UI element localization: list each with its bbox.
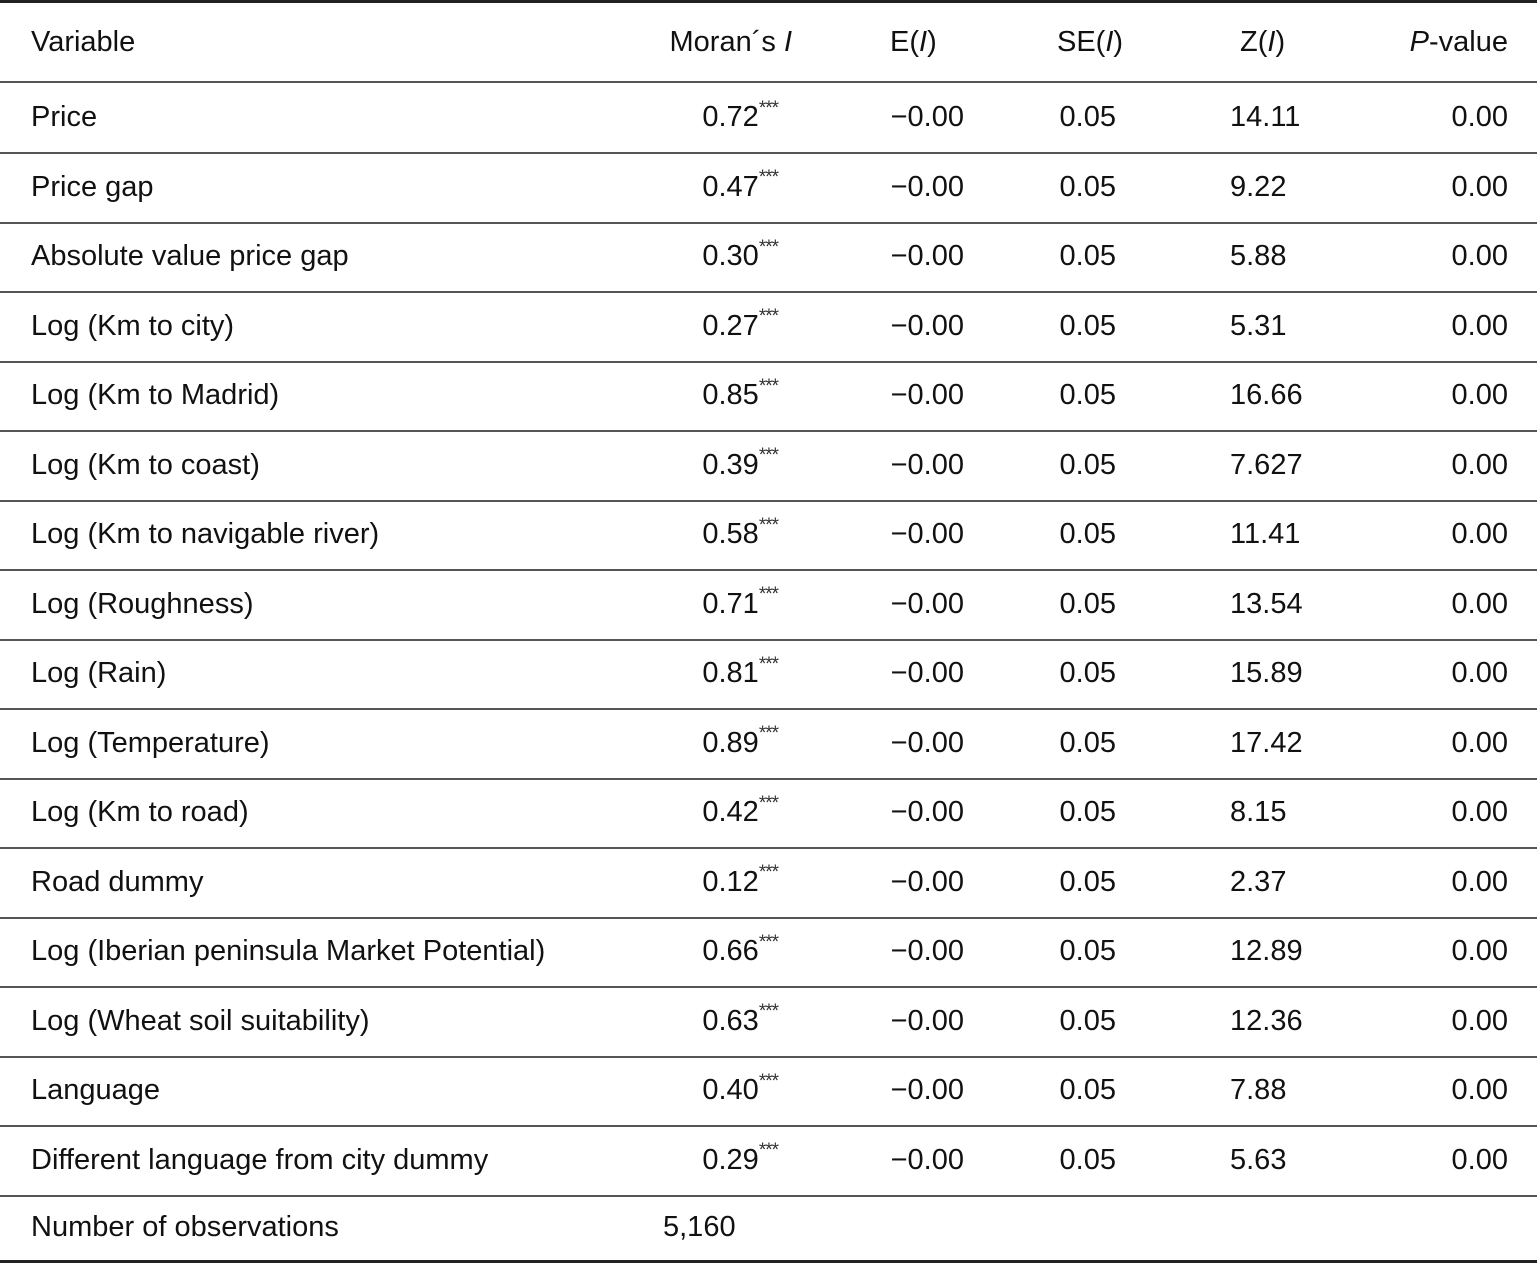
- variable-cell: Log (Iberian peninsula Market Potential): [31, 935, 546, 967]
- z-score-cell: 8.15: [1230, 796, 1287, 828]
- observations-row: [0, 1195, 1537, 1263]
- significance-stars: ***: [758, 1070, 778, 1092]
- significance-stars: ***: [758, 653, 778, 675]
- variable-cell: Log (Wheat soil suitability): [31, 1004, 370, 1037]
- expected-i-cell: −0.00: [890, 865, 964, 898]
- variable-cell: Log (Km to city): [31, 309, 235, 342]
- morans-i-cell: [640, 639, 778, 708]
- table-row: [0, 500, 1537, 571]
- table-row: [0, 778, 1537, 849]
- table-row: [0, 292, 1537, 363]
- expected-i-cell: −0.00: [890, 726, 964, 759]
- morans-i-value: 0.89: [702, 726, 759, 759]
- z-score-cell: 7.88: [1230, 1074, 1287, 1106]
- standard-error-cell: 0.05: [1059, 1004, 1116, 1037]
- significance-stars: ***: [758, 1001, 778, 1022]
- variable-cell: Log (Km to road): [31, 796, 249, 828]
- variable-cell: Log (Roughness): [31, 587, 254, 620]
- standard-error-cell: 0.05: [1059, 1074, 1116, 1106]
- standard-error-cell: 0.05: [1059, 240, 1116, 272]
- z-score-cell: 5.88: [1230, 240, 1287, 272]
- z-score-cell: 5.31: [1230, 309, 1287, 342]
- p-value-cell: 0.00: [1451, 587, 1508, 620]
- table-row: [0, 431, 1537, 502]
- morans-i-cell: [640, 431, 778, 500]
- significance-stars: ***: [758, 306, 778, 327]
- standard-error-cell: 0.05: [1059, 448, 1116, 481]
- morans-i-cell: [640, 361, 778, 430]
- morans-i-value: 0.29: [702, 1143, 759, 1176]
- z-score-cell: 5.63: [1230, 1143, 1287, 1176]
- p-value-cell: 0.00: [1451, 309, 1508, 342]
- z-score-cell: 7.627: [1230, 448, 1303, 481]
- expected-i-cell: −0.00: [890, 448, 964, 481]
- variable-cell: Road dummy: [31, 865, 204, 898]
- z-score-cell: 16.66: [1230, 379, 1303, 411]
- standard-error-cell: 0.05: [1059, 170, 1116, 203]
- observations-value: 5,160: [663, 1211, 736, 1243]
- table-row: [0, 83, 1537, 154]
- z-score-cell: 17.42: [1230, 726, 1303, 759]
- p-value-cell: 0.00: [1451, 935, 1508, 967]
- expected-i-cell: −0.00: [890, 170, 964, 203]
- morans-i-value: 0.85: [702, 379, 759, 411]
- z-score-cell: 14.11: [1230, 101, 1301, 133]
- p-value-cell: 0.00: [1451, 657, 1508, 689]
- significance-stars: ***: [758, 1140, 778, 1161]
- standard-error-cell: 0.05: [1059, 796, 1116, 828]
- morans-i-cell: [640, 848, 778, 917]
- standard-error-cell: 0.05: [1059, 518, 1116, 550]
- variable-cell: Log (Rain): [31, 657, 167, 689]
- standard-error-cell: 0.05: [1059, 101, 1116, 133]
- variable-cell: Log (Temperature): [31, 726, 270, 759]
- header-row: [0, 3, 1537, 83]
- table-row: [0, 222, 1537, 293]
- morans-i-value: 0.27: [702, 309, 759, 342]
- header-standard-error: SE( I ): [1057, 25, 1124, 58]
- standard-error-cell: 0.05: [1059, 726, 1116, 759]
- z-score-cell: 12.89: [1230, 935, 1303, 967]
- table-row: [0, 570, 1537, 641]
- significance-stars: ***: [758, 445, 778, 466]
- expected-i-cell: −0.00: [890, 935, 964, 967]
- morans-i-value: 0.71: [702, 587, 759, 620]
- morans-i-cell: [640, 153, 778, 222]
- morans-i-cell: [640, 500, 778, 569]
- variable-cell: Log (Km to navigable river): [31, 518, 380, 550]
- standard-error-cell: 0.05: [1059, 1143, 1116, 1176]
- significance-stars: ***: [758, 931, 778, 953]
- variable-cell: Price: [31, 101, 98, 133]
- standard-error-cell: 0.05: [1059, 587, 1116, 620]
- expected-i-cell: −0.00: [890, 518, 964, 550]
- significance-stars: ***: [758, 167, 778, 188]
- standard-error-cell: 0.05: [1059, 935, 1116, 967]
- expected-i-cell: −0.00: [890, 379, 964, 411]
- table-row: [0, 153, 1537, 224]
- morans-i-cell: [640, 570, 778, 639]
- significance-stars: ***: [758, 723, 778, 744]
- p-value-cell: 0.00: [1451, 1143, 1508, 1176]
- morans-i-cell: [640, 1126, 778, 1195]
- header-z-score: Z( I ): [1240, 25, 1286, 58]
- p-value-cell: 0.00: [1451, 448, 1508, 481]
- table-row: [0, 639, 1537, 710]
- significance-stars: ***: [758, 792, 778, 814]
- morans-i-value: 0.63: [702, 1004, 759, 1037]
- p-value-cell: 0.00: [1451, 170, 1508, 203]
- expected-i-cell: −0.00: [890, 587, 964, 620]
- variable-cell: Log (Km to Madrid): [31, 379, 280, 411]
- morans-i-cell: [640, 987, 778, 1056]
- morans-i-value: 0.42: [702, 796, 759, 828]
- p-value-cell: 0.00: [1451, 1074, 1508, 1106]
- expected-i-cell: −0.00: [890, 1074, 964, 1106]
- morans-i-cell: [640, 709, 778, 778]
- morans-i-value: 0.66: [702, 935, 759, 967]
- variable-cell: Price gap: [31, 170, 154, 203]
- p-value-cell: 0.00: [1451, 379, 1508, 411]
- expected-i-cell: −0.00: [890, 240, 964, 272]
- morans-i-value: 0.72: [702, 101, 759, 133]
- p-value-cell: 0.00: [1451, 865, 1508, 898]
- morans-i-value: 0.47: [702, 170, 759, 203]
- morans-i-value: 0.12: [702, 865, 759, 898]
- morans-i-cell: [640, 1056, 778, 1125]
- significance-stars: ***: [758, 514, 778, 536]
- expected-i-cell: −0.00: [890, 1004, 964, 1037]
- header-p-value: P -value: [1409, 25, 1508, 58]
- standard-error-cell: 0.05: [1059, 379, 1116, 411]
- variable-cell: Log (Km to coast): [31, 448, 260, 481]
- z-score-cell: 13.54: [1230, 587, 1303, 620]
- header-variable: Variable: [31, 25, 136, 58]
- observations-label: Number of observations: [31, 1211, 339, 1243]
- table-row: [0, 709, 1537, 780]
- expected-i-cell: −0.00: [890, 796, 964, 828]
- expected-i-cell: −0.00: [890, 309, 964, 342]
- expected-i-cell: −0.00: [890, 101, 964, 133]
- z-score-cell: 12.36: [1230, 1004, 1303, 1037]
- variable-cell: Absolute value price gap: [31, 240, 349, 272]
- table-row: [0, 361, 1537, 432]
- table-row: [0, 848, 1537, 919]
- table-row: [0, 917, 1537, 988]
- significance-stars: ***: [758, 97, 778, 119]
- p-value-cell: 0.00: [1451, 240, 1508, 272]
- morans-i-value: 0.40: [702, 1074, 759, 1106]
- table-row: [0, 987, 1537, 1058]
- expected-i-cell: −0.00: [890, 1143, 964, 1176]
- expected-i-cell: −0.00: [890, 657, 964, 689]
- p-value-cell: 0.00: [1451, 518, 1508, 550]
- variable-cell: Language: [31, 1074, 161, 1106]
- table-row: [0, 1056, 1537, 1127]
- p-value-cell: 0.00: [1451, 1004, 1508, 1037]
- p-value-cell: 0.00: [1451, 726, 1508, 759]
- significance-stars: ***: [758, 236, 778, 258]
- morans-i-value: 0.30: [702, 240, 759, 272]
- z-score-cell: 15.89: [1230, 657, 1303, 689]
- table-row: [0, 1126, 1537, 1197]
- significance-stars: ***: [758, 862, 778, 883]
- morans-i-cell: [640, 917, 778, 986]
- morans-i-cell: [640, 292, 778, 361]
- header-expected-i: E( I ): [890, 25, 937, 58]
- p-value-cell: 0.00: [1451, 796, 1508, 828]
- standard-error-cell: 0.05: [1059, 657, 1116, 689]
- standard-error-cell: 0.05: [1059, 865, 1116, 898]
- significance-stars: ***: [758, 584, 778, 605]
- morans-i-cell: [640, 222, 778, 291]
- p-value-cell: 0.00: [1451, 101, 1508, 133]
- z-score-cell: 9.22: [1230, 170, 1287, 203]
- standard-error-cell: 0.05: [1059, 309, 1116, 342]
- morans-i-value: 0.39: [702, 448, 759, 481]
- morans-i-value: 0.81: [702, 657, 759, 689]
- variable-cell: Different language from city dummy: [31, 1143, 489, 1176]
- z-score-cell: 11.41: [1230, 518, 1301, 550]
- z-score-cell: 2.37: [1230, 865, 1287, 898]
- morans-i-cell: [640, 778, 778, 847]
- header-morans-i: Moran´s I: [669, 25, 792, 58]
- morans-i-cell: [640, 83, 778, 152]
- morans-i-value: 0.58: [702, 518, 759, 550]
- significance-stars: ***: [758, 375, 778, 397]
